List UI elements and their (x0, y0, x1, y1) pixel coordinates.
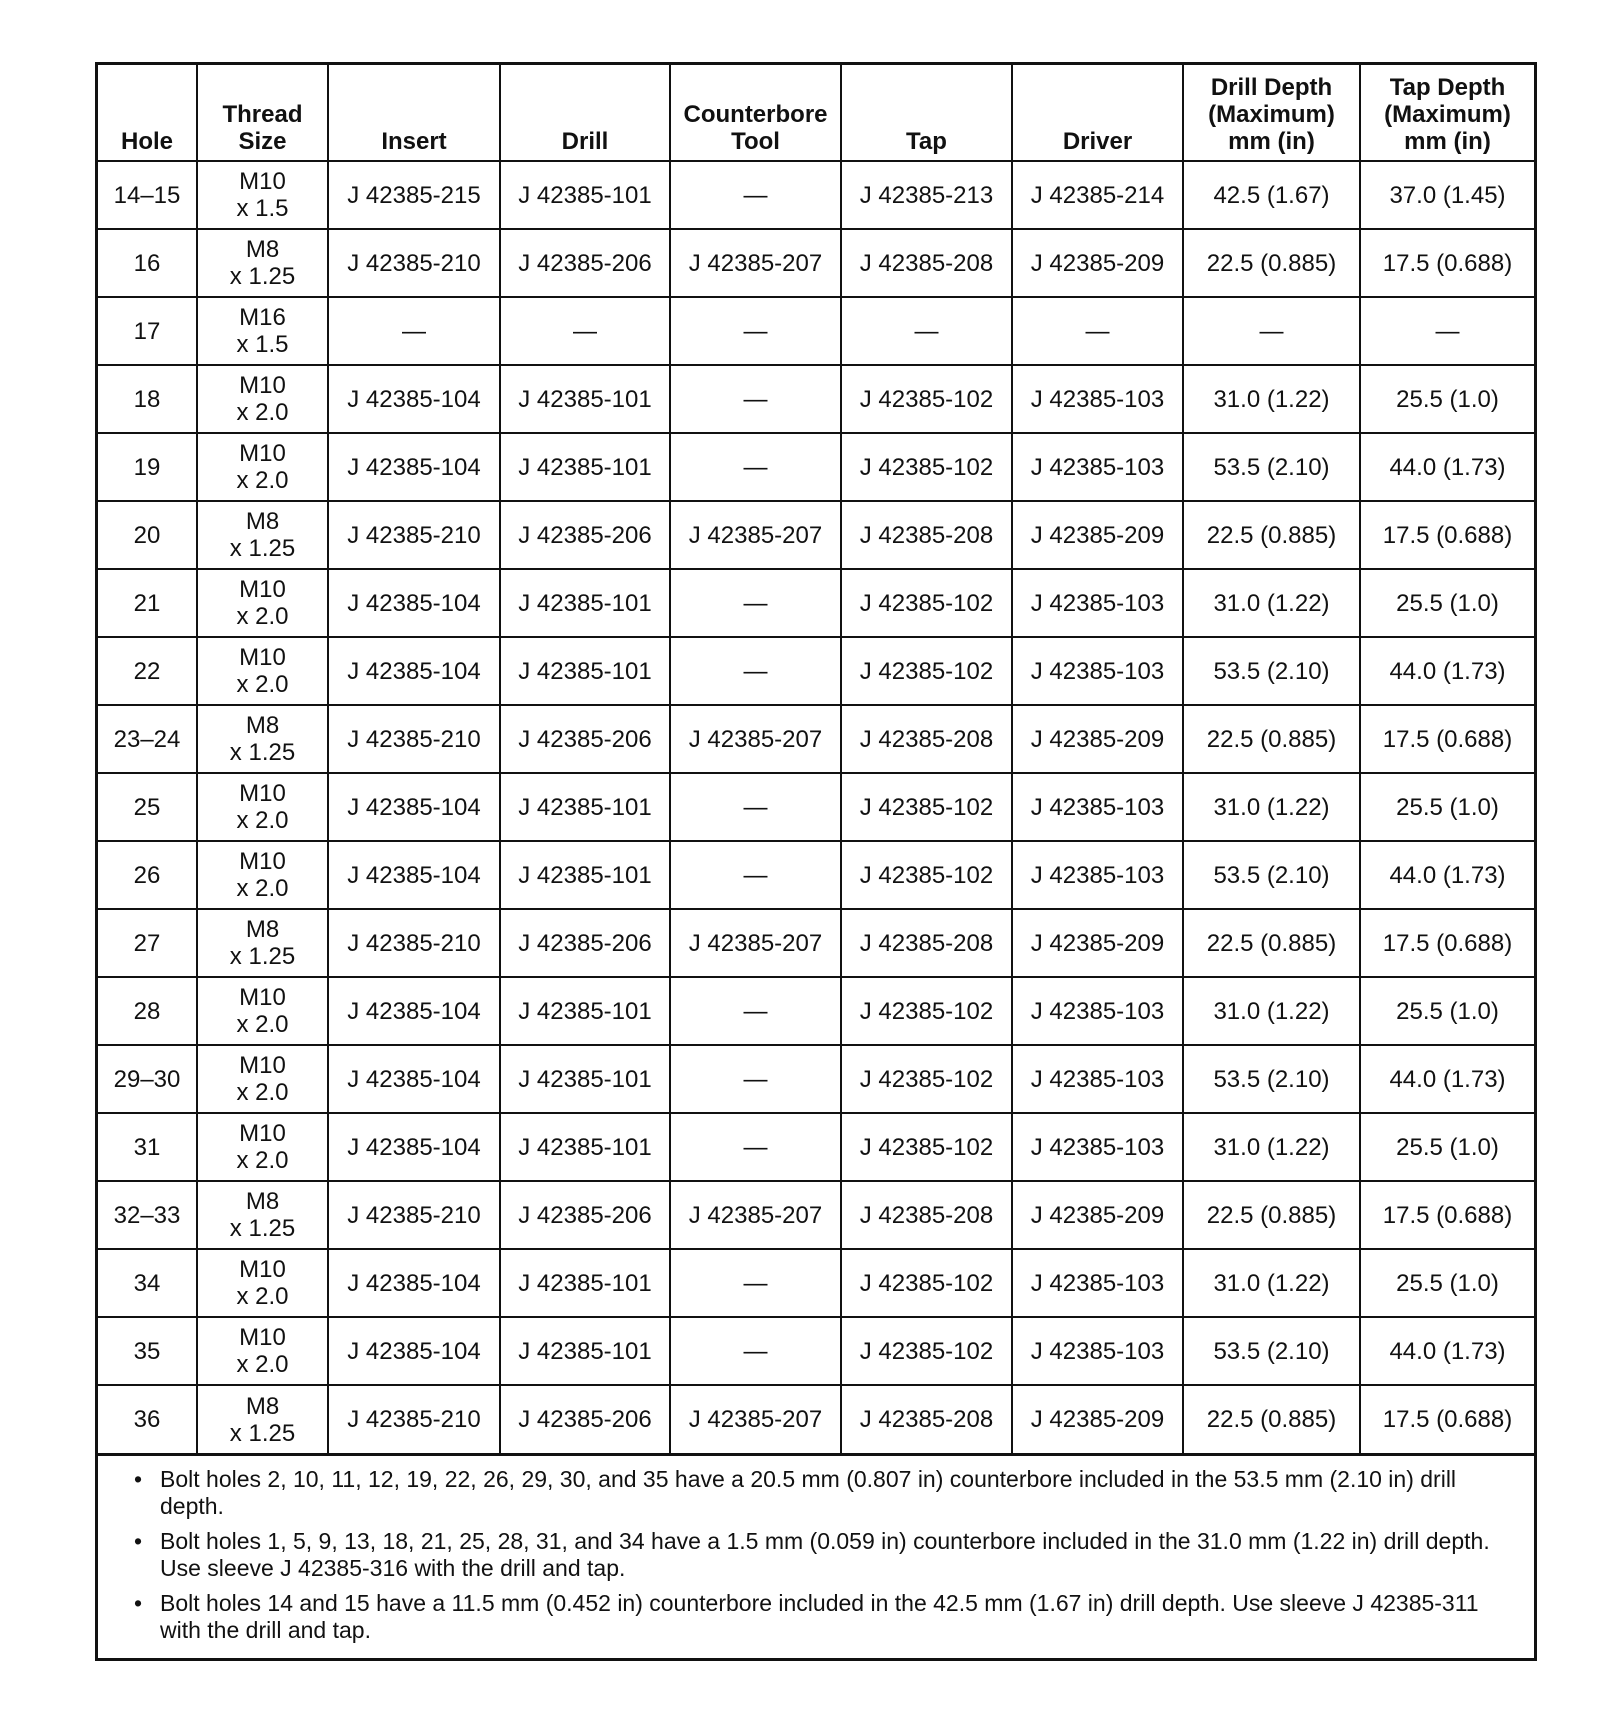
cell-insert: J 42385-104 (328, 637, 500, 705)
cell-hole: 23–24 (98, 705, 197, 773)
cell-thread (197, 909, 328, 977)
cell-drill-depth: 31.0 (1.22) (1183, 1113, 1360, 1181)
note-item (134, 1528, 1522, 1582)
cell-driver: J 42385-209 (1012, 1181, 1183, 1249)
thread-line: M10 (239, 848, 286, 875)
cell-driver: J 42385-103 (1012, 977, 1183, 1045)
header-driver (1012, 65, 1183, 161)
table-row (98, 569, 1534, 637)
thread-line: x 2.0 (236, 1351, 289, 1378)
thread-line: M10 (239, 644, 286, 671)
cell-hole: 22 (98, 637, 197, 705)
cell-counterbore: J 42385-207 (670, 1181, 841, 1249)
notes-section (98, 1453, 1534, 1658)
thread-line: M10 (239, 440, 286, 467)
table-row (98, 1181, 1534, 1249)
cell-drill: J 42385-101 (500, 365, 670, 433)
thread-line: x 2.0 (236, 875, 289, 902)
thread-line: x 1.25 (229, 535, 296, 562)
cell-tap-depth: 44.0 (1.73) (1360, 841, 1534, 909)
thread-line: M8 (245, 236, 280, 263)
cell-counterbore: — (670, 297, 841, 365)
header-insert (328, 65, 500, 161)
cell-insert: J 42385-210 (328, 909, 500, 977)
table-row (98, 1249, 1534, 1317)
cell-drill: J 42385-101 (500, 637, 670, 705)
cell-tap: J 42385-208 (841, 909, 1012, 977)
cell-hole: 34 (98, 1249, 197, 1317)
cell-insert: — (328, 297, 500, 365)
cell-tap: J 42385-102 (841, 977, 1012, 1045)
table-row (98, 773, 1534, 841)
cell-tap-depth: — (1360, 297, 1534, 365)
cell-tap: J 42385-102 (841, 1045, 1012, 1113)
thread-line: x 1.5 (236, 195, 289, 222)
thread-line: x 1.5 (236, 331, 289, 358)
cell-drill: J 42385-206 (500, 1181, 670, 1249)
cell-drill: J 42385-101 (500, 1113, 670, 1181)
tooling-table (98, 65, 1534, 1453)
thread-line: M10 (239, 984, 286, 1011)
cell-drill-depth: 42.5 (1.67) (1183, 161, 1360, 229)
cell-counterbore: — (670, 365, 841, 433)
cell-drill: J 42385-206 (500, 501, 670, 569)
cell-insert: J 42385-210 (328, 501, 500, 569)
cell-tap-depth: 17.5 (0.688) (1360, 909, 1534, 977)
cell-tap: J 42385-208 (841, 1181, 1012, 1249)
bullet-icon: • (134, 1590, 143, 1616)
cell-insert: J 42385-104 (328, 569, 500, 637)
cell-thread (197, 1317, 328, 1385)
cell-drill-depth: — (1183, 297, 1360, 365)
cell-drill: J 42385-101 (500, 569, 670, 637)
cell-drill-depth: 53.5 (2.10) (1183, 841, 1360, 909)
cell-thread (197, 1045, 328, 1113)
cell-insert: J 42385-215 (328, 161, 500, 229)
cell-counterbore: — (670, 161, 841, 229)
cell-drill: J 42385-101 (500, 161, 670, 229)
cell-tap-depth: 17.5 (0.688) (1360, 501, 1534, 569)
thread-line: M8 (245, 1392, 280, 1420)
cell-driver: J 42385-103 (1012, 1113, 1183, 1181)
table-row (98, 501, 1534, 569)
cell-hole: 17 (98, 297, 197, 365)
header-line: Driver (1062, 128, 1133, 155)
cell-thread (197, 1181, 328, 1249)
thread-line: x 2.0 (236, 1283, 289, 1310)
cell-tap-depth: 37.0 (1.45) (1360, 161, 1534, 229)
cell-hole: 31 (98, 1113, 197, 1181)
cell-drill: J 42385-101 (500, 977, 670, 1045)
cell-driver: J 42385-103 (1012, 569, 1183, 637)
cell-hole: 36 (98, 1385, 197, 1453)
thread-line: M8 (245, 712, 280, 739)
header-line: (Maximum) (1208, 101, 1335, 128)
cell-counterbore: — (670, 569, 841, 637)
cell-driver: J 42385-209 (1012, 501, 1183, 569)
cell-driver: J 42385-209 (1012, 705, 1183, 773)
cell-tap-depth: 25.5 (1.0) (1360, 1113, 1534, 1181)
cell-hole: 27 (98, 909, 197, 977)
cell-counterbore: J 42385-207 (670, 1385, 841, 1453)
header-line: Drill (561, 128, 609, 155)
cell-counterbore: — (670, 977, 841, 1045)
table-row (98, 1385, 1534, 1453)
header-hole (98, 65, 197, 161)
cell-hole: 18 (98, 365, 197, 433)
cell-drill-depth: 53.5 (2.10) (1183, 433, 1360, 501)
cell-drill-depth: 31.0 (1.22) (1183, 1249, 1360, 1317)
cell-hole: 20 (98, 501, 197, 569)
cell-tap-depth: 44.0 (1.73) (1360, 433, 1534, 501)
cell-drill-depth: 22.5 (0.885) (1183, 501, 1360, 569)
cell-drill-depth: 22.5 (0.885) (1183, 705, 1360, 773)
thread-line: x 1.25 (229, 739, 296, 766)
cell-insert: J 42385-210 (328, 229, 500, 297)
cell-tap-depth: 44.0 (1.73) (1360, 1317, 1534, 1385)
cell-drill: J 42385-101 (500, 1317, 670, 1385)
table-body (98, 161, 1534, 1453)
cell-tap: J 42385-213 (841, 161, 1012, 229)
cell-thread (197, 841, 328, 909)
cell-driver: J 42385-103 (1012, 1317, 1183, 1385)
cell-tap: J 42385-208 (841, 705, 1012, 773)
cell-drill: J 42385-101 (500, 841, 670, 909)
cell-counterbore: — (670, 637, 841, 705)
thread-line: M8 (245, 916, 280, 943)
cell-insert: J 42385-104 (328, 1113, 500, 1181)
cell-tap: J 42385-102 (841, 1113, 1012, 1181)
cell-drill: J 42385-206 (500, 229, 670, 297)
header-drill (500, 65, 670, 161)
thread-line: x 2.0 (236, 1147, 289, 1174)
table-row (98, 909, 1534, 977)
thread-line: x 2.0 (236, 671, 289, 698)
cell-counterbore: — (670, 433, 841, 501)
table-row (98, 1317, 1534, 1385)
header-line: Insert (381, 128, 447, 155)
cell-counterbore: — (670, 773, 841, 841)
table-row (98, 365, 1534, 433)
cell-counterbore: J 42385-207 (670, 501, 841, 569)
bullet-icon: • (134, 1528, 143, 1554)
cell-insert: J 42385-104 (328, 1045, 500, 1113)
cell-insert: J 42385-104 (328, 977, 500, 1045)
cell-insert: J 42385-104 (328, 433, 500, 501)
note-item (134, 1466, 1522, 1520)
table-row (98, 297, 1534, 365)
cell-tap: J 42385-102 (841, 1317, 1012, 1385)
thread-line: x 2.0 (236, 603, 289, 630)
cell-tap-depth: 25.5 (1.0) (1360, 977, 1534, 1045)
cell-thread (197, 1249, 328, 1317)
cell-insert: J 42385-104 (328, 841, 500, 909)
header-line: Tap (906, 128, 947, 155)
table-row (98, 841, 1534, 909)
thread-line: M10 (239, 1324, 286, 1351)
cell-hole: 29–30 (98, 1045, 197, 1113)
cell-tap-depth: 25.5 (1.0) (1360, 773, 1534, 841)
thread-line: M8 (245, 1188, 280, 1215)
cell-tap-depth: 17.5 (0.688) (1360, 1181, 1534, 1249)
thread-line: M8 (245, 508, 280, 535)
cell-drill-depth: 53.5 (2.10) (1183, 1317, 1360, 1385)
cell-drill-depth: 53.5 (2.10) (1183, 1045, 1360, 1113)
cell-hole: 26 (98, 841, 197, 909)
cell-driver: J 42385-103 (1012, 365, 1183, 433)
cell-driver: J 42385-214 (1012, 161, 1183, 229)
thread-line: x 1.25 (229, 943, 296, 970)
header-line: Size (238, 128, 287, 155)
cell-counterbore: — (670, 1045, 841, 1113)
cell-insert: J 42385-104 (328, 365, 500, 433)
cell-driver: J 42385-103 (1012, 773, 1183, 841)
table-row (98, 1045, 1534, 1113)
header-line: Counterbore (683, 101, 828, 128)
cell-tap: — (841, 297, 1012, 365)
cell-hole: 25 (98, 773, 197, 841)
cell-tap: J 42385-102 (841, 569, 1012, 637)
header-row (98, 65, 1534, 161)
thread-line: x 1.25 (229, 1419, 296, 1447)
cell-tap-depth: 17.5 (0.688) (1360, 705, 1534, 773)
header-line: Thread (222, 101, 303, 128)
cell-tap: J 42385-102 (841, 637, 1012, 705)
cell-thread (197, 569, 328, 637)
cell-driver: J 42385-209 (1012, 1385, 1183, 1453)
cell-thread (197, 773, 328, 841)
thread-line: x 1.25 (229, 263, 296, 290)
cell-hole: 16 (98, 229, 197, 297)
cell-hole: 32–33 (98, 1181, 197, 1249)
cell-drill: J 42385-101 (500, 773, 670, 841)
bullet-icon: • (134, 1466, 143, 1492)
cell-counterbore: — (670, 1249, 841, 1317)
cell-drill-depth: 22.5 (0.885) (1183, 229, 1360, 297)
cell-driver: J 42385-103 (1012, 433, 1183, 501)
cell-drill-depth: 22.5 (0.885) (1183, 1385, 1360, 1453)
cell-counterbore: J 42385-207 (670, 909, 841, 977)
cell-thread (197, 501, 328, 569)
header-line: mm (in) (1228, 128, 1315, 155)
cell-tap: J 42385-102 (841, 1249, 1012, 1317)
thread-line: x 1.25 (229, 1215, 296, 1242)
cell-drill: — (500, 297, 670, 365)
thread-line: M10 (239, 576, 286, 603)
cell-thread (197, 365, 328, 433)
cell-tap: J 42385-102 (841, 773, 1012, 841)
cell-driver: J 42385-103 (1012, 1249, 1183, 1317)
cell-drill: J 42385-101 (500, 1045, 670, 1113)
cell-counterbore: J 42385-207 (670, 229, 841, 297)
cell-tap-depth: 44.0 (1.73) (1360, 637, 1534, 705)
cell-insert: J 42385-210 (328, 705, 500, 773)
cell-insert: J 42385-210 (328, 1181, 500, 1249)
cell-tap-depth: 25.5 (1.0) (1360, 365, 1534, 433)
header-tap-depth (1360, 65, 1534, 161)
cell-thread (197, 161, 328, 229)
cell-tap: J 42385-208 (841, 1385, 1012, 1453)
cell-thread (197, 637, 328, 705)
cell-thread (197, 1113, 328, 1181)
cell-driver: J 42385-103 (1012, 841, 1183, 909)
cell-driver: J 42385-103 (1012, 637, 1183, 705)
thread-line: M10 (239, 1120, 286, 1147)
cell-thread (197, 705, 328, 773)
specification-sheet (95, 62, 1537, 1661)
cell-tap-depth: 25.5 (1.0) (1360, 569, 1534, 637)
cell-tap-depth: 25.5 (1.0) (1360, 1249, 1534, 1317)
thread-line: M10 (239, 780, 286, 807)
note-text: Bolt holes 14 and 15 have a 11.5 mm (0.452 in) counterbore included in the 42.5 mm (1.67 in) drill depth. Use sleeve J 42385-311 with the drill and tap. (160, 1590, 1479, 1643)
cell-thread (197, 229, 328, 297)
header-counterbore-tool (670, 65, 841, 161)
cell-insert: J 42385-104 (328, 1317, 500, 1385)
cell-insert: J 42385-104 (328, 1249, 500, 1317)
cell-drill: J 42385-206 (500, 909, 670, 977)
cell-drill-depth: 31.0 (1.22) (1183, 977, 1360, 1045)
header-tap (841, 65, 1012, 161)
cell-tap-depth: 44.0 (1.73) (1360, 1045, 1534, 1113)
cell-hole: 21 (98, 569, 197, 637)
cell-counterbore: J 42385-207 (670, 705, 841, 773)
cell-driver: J 42385-103 (1012, 1045, 1183, 1113)
cell-counterbore: — (670, 1113, 841, 1181)
header-line: Hole (120, 128, 173, 155)
header-line: Drill Depth (1210, 74, 1333, 101)
table-row (98, 161, 1534, 229)
cell-hole: 14–15 (98, 161, 197, 229)
cell-hole: 19 (98, 433, 197, 501)
note-text: Bolt holes 2, 10, 11, 12, 19, 22, 26, 29, 30, and 35 have a 20.5 mm (0.807 in) counterbore included in the 53.5 mm (2.10 in) drill depth. (160, 1466, 1457, 1519)
table-row (98, 977, 1534, 1045)
thread-line: M16 (239, 304, 286, 331)
table-row (98, 705, 1534, 773)
cell-thread (197, 1385, 328, 1453)
cell-drill: J 42385-206 (500, 1385, 670, 1453)
cell-thread (197, 297, 328, 365)
thread-line: x 2.0 (236, 467, 289, 494)
header-line: Tool (731, 128, 780, 155)
notes-list (134, 1466, 1522, 1644)
cell-drill-depth: 31.0 (1.22) (1183, 365, 1360, 433)
thread-line: x 2.0 (236, 399, 289, 426)
thread-line: M10 (239, 372, 286, 399)
cell-tap-depth: 17.5 (0.688) (1360, 1385, 1534, 1453)
cell-drill-depth: 31.0 (1.22) (1183, 773, 1360, 841)
cell-tap: J 42385-102 (841, 841, 1012, 909)
cell-insert: J 42385-104 (328, 773, 500, 841)
header-drill-depth (1183, 65, 1360, 161)
cell-drill: J 42385-206 (500, 705, 670, 773)
header-line: (Maximum) (1384, 101, 1511, 128)
cell-tap: J 42385-102 (841, 365, 1012, 433)
cell-tap-depth: 17.5 (0.688) (1360, 229, 1534, 297)
cell-drill-depth: 22.5 (0.885) (1183, 909, 1360, 977)
cell-drill-depth: 22.5 (0.885) (1183, 1181, 1360, 1249)
cell-tap: J 42385-208 (841, 501, 1012, 569)
cell-thread (197, 433, 328, 501)
cell-driver: — (1012, 297, 1183, 365)
thread-line: M10 (239, 1052, 286, 1079)
cell-drill: J 42385-101 (500, 433, 670, 501)
cell-counterbore: — (670, 841, 841, 909)
note-text: Bolt holes 1, 5, 9, 13, 18, 21, 25, 28, 31, and 34 have a 1.5 mm (0.059 in) counterbore included in the 31.0 mm (1.22 in) drill depth. Use sleeve J 42385-316 with the drill and tap. (160, 1528, 1490, 1581)
thread-line: x 2.0 (236, 807, 289, 834)
cell-insert: J 42385-210 (328, 1385, 500, 1453)
cell-hole: 35 (98, 1317, 197, 1385)
thread-line: M10 (239, 1256, 286, 1283)
header-line: mm (in) (1404, 128, 1491, 155)
table-row (98, 637, 1534, 705)
header-thread-size (197, 65, 328, 161)
cell-counterbore: — (670, 1317, 841, 1385)
note-item (134, 1590, 1522, 1644)
cell-driver: J 42385-209 (1012, 229, 1183, 297)
cell-drill-depth: 53.5 (2.10) (1183, 637, 1360, 705)
cell-thread (197, 977, 328, 1045)
thread-line: x 2.0 (236, 1011, 289, 1038)
thread-line: M10 (239, 168, 286, 195)
table-row (98, 1113, 1534, 1181)
cell-hole: 28 (98, 977, 197, 1045)
cell-driver: J 42385-209 (1012, 909, 1183, 977)
cell-tap: J 42385-102 (841, 433, 1012, 501)
table-row (98, 229, 1534, 297)
table-row (98, 433, 1534, 501)
cell-drill-depth: 31.0 (1.22) (1183, 569, 1360, 637)
cell-drill: J 42385-101 (500, 1249, 670, 1317)
cell-tap: J 42385-208 (841, 229, 1012, 297)
header-line: Tap Depth (1389, 74, 1506, 101)
thread-line: x 2.0 (236, 1079, 289, 1106)
